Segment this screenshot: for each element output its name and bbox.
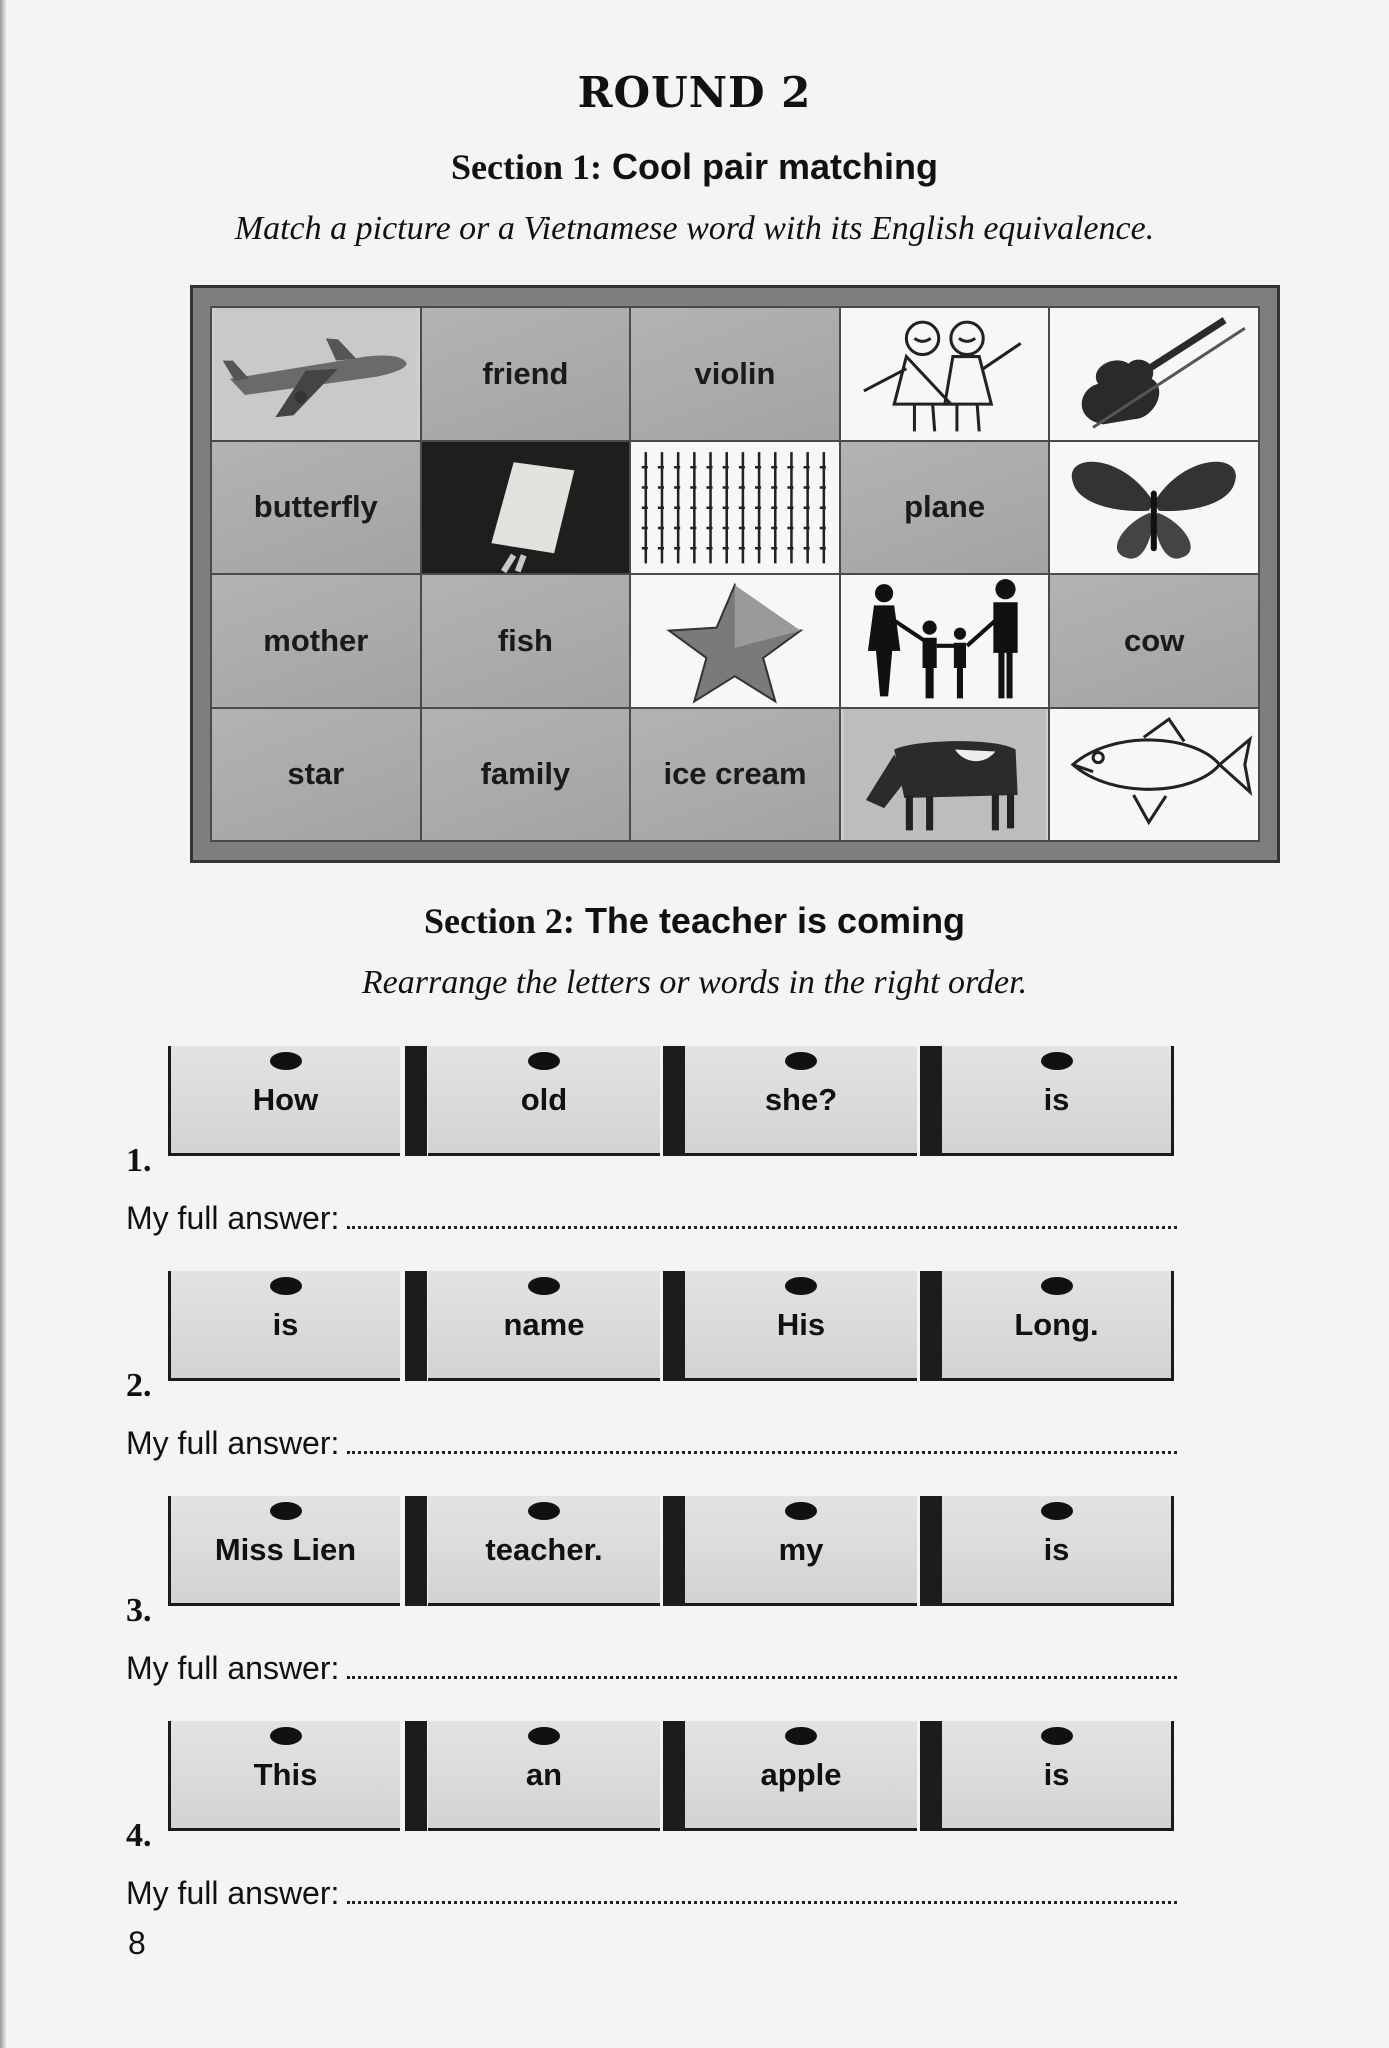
- word-card: [428, 1271, 660, 1381]
- card-divider: [663, 1046, 685, 1156]
- question-row: [120, 1255, 1190, 1405]
- question-row: [120, 1030, 1190, 1180]
- grid-word: family: [480, 756, 571, 792]
- grid-word-cell: [422, 575, 630, 707]
- card-pin-hole: [270, 1277, 302, 1295]
- word-card: [685, 1271, 917, 1381]
- word-card: [428, 1721, 660, 1831]
- card-divider: [920, 1496, 942, 1606]
- word-card: [168, 1721, 400, 1831]
- question-number: 1.: [126, 1142, 152, 1179]
- section-2-title: [0, 900, 1389, 942]
- word-card-text: teacher.: [485, 1531, 603, 1567]
- answer-blank[interactable]: [347, 1431, 1177, 1454]
- grid-word: ice cream: [663, 756, 807, 792]
- section-1-name: Cool pair matching: [611, 146, 939, 187]
- section-1-instruction: Match a picture or a Vietnamese word with its English equivalence.: [234, 210, 1155, 247]
- word-card-text: How: [252, 1081, 319, 1117]
- grid-word-cell: [212, 709, 420, 841]
- word-card-text: my: [778, 1531, 824, 1567]
- card-divider: [405, 1271, 427, 1381]
- card-pin-hole: [785, 1277, 817, 1295]
- word-card: [685, 1721, 917, 1831]
- word-card-text: This: [253, 1756, 318, 1792]
- grid-word-cell: [212, 442, 420, 574]
- word-card-text: is: [1043, 1081, 1070, 1117]
- friends-picture: [841, 308, 1049, 440]
- answer-line: [126, 1200, 1177, 1237]
- word-card-text: is: [1043, 1531, 1070, 1567]
- section-2-number: Section 2:: [423, 901, 575, 941]
- word-card: [168, 1046, 400, 1156]
- grid-word-cell: [1050, 575, 1258, 707]
- word-card: [685, 1496, 917, 1606]
- card-divider: [920, 1271, 942, 1381]
- question-row: [120, 1480, 1190, 1630]
- grid-word-cell: [841, 442, 1049, 574]
- card-pin-hole: [528, 1277, 560, 1295]
- word-card: [942, 1721, 1174, 1831]
- answer-label: My full answer:: [126, 1650, 340, 1686]
- matching-grid-frame: [190, 285, 1280, 863]
- grid-word: plane: [904, 489, 986, 525]
- word-card-text: name: [503, 1306, 585, 1342]
- card-pin-hole: [528, 1502, 560, 1520]
- section-2-instruction: Rearrange the letters or words in the right order.: [361, 964, 1028, 1001]
- word-card-text: is: [1043, 1756, 1070, 1792]
- word-card-text: an: [525, 1756, 563, 1792]
- answer-blank[interactable]: [347, 1206, 1177, 1229]
- card-pin-hole: [1041, 1052, 1073, 1070]
- word-card-text: is: [272, 1306, 299, 1342]
- word-card-text: Long.: [1014, 1306, 1099, 1342]
- word-card: [685, 1046, 917, 1156]
- family-picture: [841, 575, 1049, 707]
- word-card: [942, 1046, 1174, 1156]
- violin-picture: [1050, 308, 1258, 440]
- card-divider: [920, 1046, 942, 1156]
- grid-word: butterfly: [253, 489, 378, 525]
- question-number: 2.: [126, 1367, 152, 1404]
- card-pin-hole: [528, 1727, 560, 1745]
- card-pin-hole: [528, 1052, 560, 1070]
- grid-word-cell: [422, 709, 630, 841]
- grid-word-cell: [631, 709, 839, 841]
- answer-label: My full answer:: [126, 1875, 340, 1911]
- card-divider: [663, 1496, 685, 1606]
- card-pin-hole: [785, 1502, 817, 1520]
- grid-word-cell: [422, 308, 630, 440]
- page-number: 8: [128, 1925, 146, 1961]
- word-card-text: apple: [760, 1756, 842, 1792]
- word-card: [168, 1496, 400, 1606]
- question-number: 3.: [126, 1592, 152, 1629]
- cow-picture: [841, 709, 1049, 841]
- card-divider: [663, 1721, 685, 1831]
- answer-label: My full answer:: [126, 1425, 340, 1461]
- word-card-text: she?: [764, 1081, 838, 1117]
- card-pin-hole: [785, 1052, 817, 1070]
- card-divider: [405, 1046, 427, 1156]
- plane-picture: [212, 308, 420, 440]
- grid-word-cell: [212, 575, 420, 707]
- round-title: ROUND 2: [577, 68, 812, 117]
- word-card: [428, 1496, 660, 1606]
- grid-word: friend: [482, 355, 569, 391]
- section-2-name: The teacher is coming: [584, 900, 966, 941]
- card-divider: [663, 1271, 685, 1381]
- butterfly-picture: [1050, 442, 1258, 574]
- ice-cream-picture: [422, 442, 630, 574]
- vietnamese-text-picture: [631, 442, 839, 574]
- card-pin-hole: [1041, 1277, 1073, 1295]
- question-row: [120, 1705, 1190, 1855]
- grid-word: cow: [1124, 622, 1185, 658]
- answer-label: My full answer:: [126, 1200, 340, 1236]
- card-pin-hole: [785, 1727, 817, 1745]
- answer-blank[interactable]: [347, 1656, 1177, 1679]
- card-pin-hole: [1041, 1502, 1073, 1520]
- word-card: [168, 1271, 400, 1381]
- card-pin-hole: [270, 1052, 302, 1070]
- word-card: [428, 1046, 660, 1156]
- word-card-text: old: [520, 1081, 568, 1117]
- star-picture: [631, 575, 839, 707]
- card-pin-hole: [1041, 1727, 1073, 1745]
- grid-word: fish: [497, 622, 553, 658]
- section-1-title: [0, 146, 1389, 188]
- question-number: 4.: [126, 1817, 152, 1854]
- answer-line: [126, 1650, 1177, 1687]
- answer-line: [126, 1875, 1177, 1912]
- word-card: [942, 1496, 1174, 1606]
- card-divider: [405, 1496, 427, 1606]
- word-card-text: His: [776, 1306, 826, 1342]
- card-divider: [920, 1721, 942, 1831]
- answer-line: [126, 1425, 1177, 1462]
- section-1-number: Section 1:: [450, 147, 602, 187]
- word-card: [942, 1271, 1174, 1381]
- grid-word: star: [287, 756, 345, 792]
- grid-word: violin: [694, 355, 776, 391]
- card-divider: [405, 1721, 427, 1831]
- card-pin-hole: [270, 1727, 302, 1745]
- grid-word-cell: [631, 308, 839, 440]
- answer-blank[interactable]: [347, 1881, 1177, 1904]
- matching-grid: [210, 306, 1260, 842]
- grid-word: mother: [263, 622, 369, 658]
- word-card-text: Miss Lien: [214, 1531, 357, 1567]
- card-pin-hole: [270, 1502, 302, 1520]
- fish-picture: [1050, 709, 1258, 841]
- page-binding-edge: [0, 0, 6, 2048]
